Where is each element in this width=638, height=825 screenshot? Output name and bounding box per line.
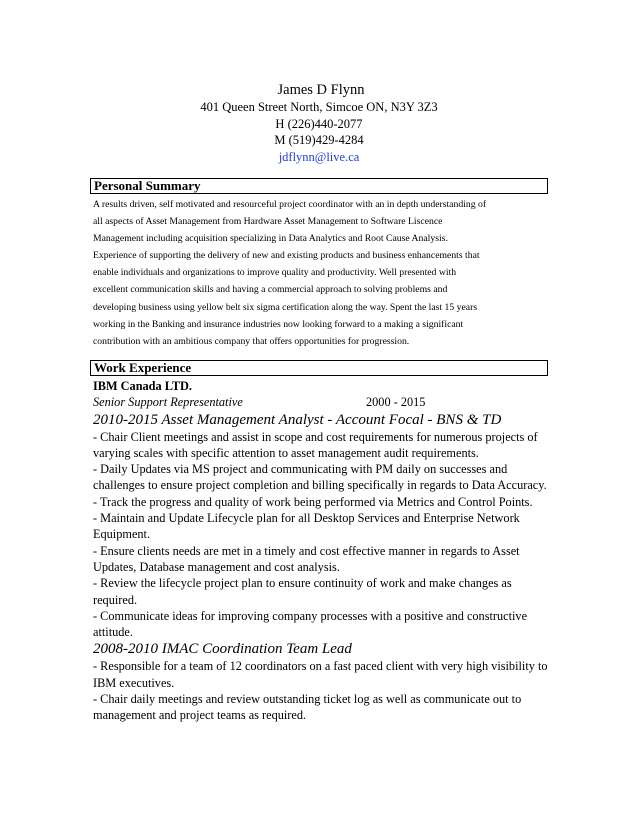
- address: 401 Queen Street North, Simcoe ON, N3Y 3Z3: [200, 100, 438, 114]
- work-experience-heading: Work Experience: [94, 360, 192, 375]
- job-bullet: - Responsible for a team of 12 coordinators on a fast paced client with very high visibility to IBM executives.: [93, 659, 548, 690]
- summary-line: Experience of supporting the delivery of new and existing products and business enhancements that: [93, 250, 480, 262]
- summary-line: Management including acquisition specializing in Data Analytics and Root Cause Analysis.: [93, 233, 448, 245]
- personal-summary-heading: Personal Summary: [94, 178, 201, 193]
- summary-line: developing business using yellow belt six sigma certification along the way. Spent the last 15 years: [93, 301, 478, 313]
- summary-line: working in the Banking and insurance industries now looking forward to a making a significant: [93, 318, 464, 330]
- job-bullet: - Chair daily meetings and review outstanding ticket log as well as communicate out to management and project teams as required.: [93, 692, 522, 723]
- summary-line: all aspects of Asset Management from Hardware Asset Management to Software Liscence: [93, 216, 443, 228]
- job-bullet: - Track the progress and quality of work being performed via Metrics and Control Points.: [93, 494, 533, 509]
- job-bullet: - Ensure clients needs are met in a timely and cost effective manner in regards to Asset Updates, Database management and cost analysis.: [93, 543, 520, 574]
- work-experience-content: [93, 378, 553, 724]
- summary-line: contribution with an ambitious company that offers opportunities for progression.: [93, 335, 410, 347]
- job-bullet: - Chair Client meetings and assist in scope and cost requirements for numerous projects of varying scales with specific attention to asset management audit requirements.: [93, 429, 538, 460]
- contact-header: [0, 81, 638, 165]
- job-bullet: - Communicate ideas for improving company processes with a positive and constructive attitude.: [93, 608, 528, 640]
- job-title: 2010-2015 Asset Management Analyst - Account Focal - BNS & TD: [93, 411, 502, 428]
- job-title: 2008-2010 IMAC Coordination Team Lead: [93, 641, 352, 658]
- mobile-phone: M (519)429-4284: [274, 133, 364, 147]
- personal-summary-text: [93, 196, 543, 350]
- job-bullet: - Review the lifecycle project plan to ensure continuity of work and make changes as required.: [93, 576, 512, 607]
- role-row: [93, 394, 553, 410]
- role-title: Senior Support Representative: [93, 395, 243, 410]
- personal-summary-heading-box: [90, 178, 548, 194]
- home-phone: H (226)440-2077: [275, 116, 363, 131]
- company-name: IBM Canada LTD.: [93, 379, 192, 393]
- role-dates: 2000 - 2015: [366, 395, 426, 410]
- email-link[interactable]: jdflynn@live.ca: [278, 149, 360, 164]
- work-experience-heading-box: [90, 360, 548, 376]
- summary-line: enable individuals and organizations to improve quality and productivity. Well presented with: [93, 267, 457, 279]
- summary-line: A results driven, self motivated and resourceful project coordinator with an in depth understanding of: [93, 199, 487, 210]
- job-bullet: - Daily Updates via MS project and communicating with PM daily on successes and challenges to ensure project completion and billing specifically in regards to Data Accuracy.: [93, 462, 547, 493]
- job-bullet: - Maintain and Update Lifecycle plan for all Desktop Services and Enterprise Network Equipment.: [93, 511, 520, 542]
- summary-line: excellent communication skills and having a commercial approach to solving problems and: [93, 284, 448, 296]
- applicant-name: James D Flynn: [277, 82, 365, 98]
